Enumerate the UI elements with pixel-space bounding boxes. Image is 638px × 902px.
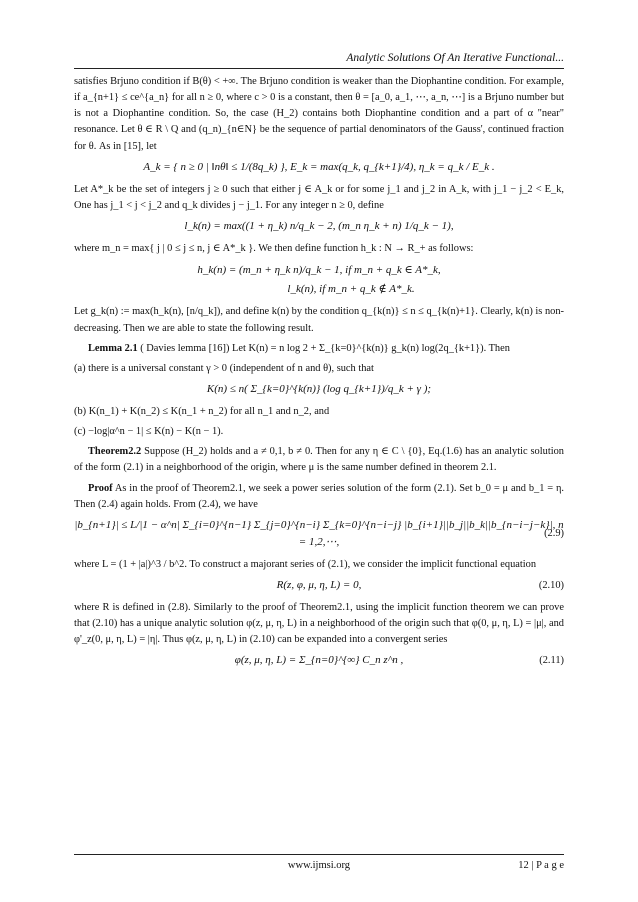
equation-2-9-body: |b_{n+1}| ≤ L/|1 − α^n| Σ_{i=0}^{n−1} Σ_{j=0}^{n−i} Σ_{k=0}^{n−i−j} |b_{i+1}||b_j||b_k||b_{n−i−j−k}|, n = 1,2,⋯, [74,518,564,548]
lemma-part-b: (b) K(n_1) + K(n_2) ≤ K(n_1 + n_2) for all n_1 and n_2, and [74,406,330,418]
equation-2-9-number: (2.9) [544,527,564,539]
equation-2-10-number: (2.10) [538,579,564,591]
paragraph-mn: where m_n = max{ j | 0 ≤ j ≤ n, j ∈ A*_k }. We then define function h_k : N → R_+ as follows: [74,242,474,254]
equation-2-9 [74,517,564,551]
theorem-2-2 [74,444,564,476]
equation-hk [74,261,564,298]
proof-text: As in the proof of Theorem2.1, we seek a power series solution of the form (2.1). Set b_0 = μ and b_1 = η. Then (2.4) again holds. From (2.4), we have [74,482,564,510]
equation-lk: l_k(n) = max((1 + η_k) n/q_k − 2, (m_n η_k + n) 1/q_k − 1), [184,219,454,232]
theorem-label: Theorem2.2 [88,446,142,458]
proof-label: Proof [88,482,113,494]
hk-cases [197,261,440,298]
equation-2-11 [74,652,564,669]
equation-2-10 [74,577,564,594]
equation-ak-ek-etak: A_k = { n ≥ 0 | ‖nθ‖ ≤ 1/(8q_k) }, E_k = max(q_k, q_{k+1}/4), η_k = q_k / E_k . [143,160,495,173]
paragraph-astar: Let A*_k be the set of integers j ≥ 0 such that either j ∈ A_k or for some j_1 and j_2 in A_k, with j_1 − j_2 < E_k, One has j_1 < j < j_2 and q_k divides j − j_1. For any integer n ≥ 0, define [74,183,564,211]
paragraph-gk: Let g_k(n) := max(h_k(n), [n/q_k]), and define k(n) by the condition q_{k(n)} ≤ n ≤ q_{k(n)+1}. Clearly, k(n) is non-decreasing. Then we are able to state the following result. [74,306,564,334]
hk-case-1: h_k(n) = (m_n + η_k n)/q_k − 1, if m_n + q_k ∈ A*_k, [197,264,441,277]
paragraph-implicit: where R is defined in (2.8). Similarly to the proof of Theorem2.1, using the implicit function theorem we can prove that (2.10) has a unique analytic solution φ(z, μ, η, L) in a neighborhood of the origin such that φ(0, μ, η, L) = |μ|, and φ'_z(0, μ, η, L) = |η|. Thus φ(z, μ, η, L) in (2.10) can be expanded into a convergent series [74,602,564,646]
lemma-2-1 [74,341,564,357]
header-rule [74,68,564,69]
running-header: Analytic Solutions Of An Iterative Functional... [346,52,564,64]
footer-rule [74,854,564,855]
theorem-statement: Suppose (H_2) holds and a ≠ 0,1, b ≠ 0. Then for any η ∈ C \ {0}, Eq.(1.6) has an analytic solution of the form (2.1) in a neighborhood of the origin, where μ is the same number defined in theorem 2.1. [74,446,565,474]
equation-kn: K(n) ≤ n( Σ_{k=0}^{k(n)} (log q_{k+1})/q_k + γ ); [206,382,432,395]
lemma-statement: ( Davies lemma [16]) Let K(n) = n log 2 + Σ_{k=0}^{k(n)} g_k(n) log(2q_{k+1}). Then [140,342,510,354]
lemma-part-c: (c) −log|α^n − 1| ≤ K(n) − K(n − 1). [74,426,224,438]
lemma-label: Lemma 2.1 [88,342,138,354]
hk-case-2: l_k(n), if m_n + q_k ∉ A*_k. [287,282,415,295]
equation-2-10-body: R(z, φ, μ, η, L) = 0, [276,578,362,591]
paragraph-L: where L = (1 + |a|)^3 / b^2. To construct a majorant series of (2.1), we consider the implicit functional equation [74,558,537,570]
body-text [74,74,564,675]
footer-url: www.ijmsi.org [287,860,351,871]
equation-2-11-body: φ(z, μ, η, L) = Σ_{n=0}^{∞} C_n z^n , [234,654,404,667]
footer-page-number: 12 | P a g e [518,860,564,871]
equation-2-11-number: (2.11) [539,654,564,666]
proof-paragraph [74,481,564,513]
paragraph-brjuno: satisfies Brjuno condition if B(θ) < +∞. The Brjuno condition is weaker than the Diophantine condition. For example, if a_{n+1} ≤ ce^{a_n} for all n ≥ 0, where c > 0 is a constant, then θ = [a_0, a_1, ⋯, a_n, ⋯] is a Brjuno number but is not a Diophantine condition. So, the case (H_2) contains both Diophantine condition and a part of α "near" resonance. Let θ ∈ R \ Q and (q_n)_{n∈N} be the sequence of partial denominators of the Gauss', continued fraction for θ. As in [15], let [74,76,564,152]
lemma-part-a: (a) there is a universal constant γ > 0 (independent of n and θ), such that [74,362,374,374]
